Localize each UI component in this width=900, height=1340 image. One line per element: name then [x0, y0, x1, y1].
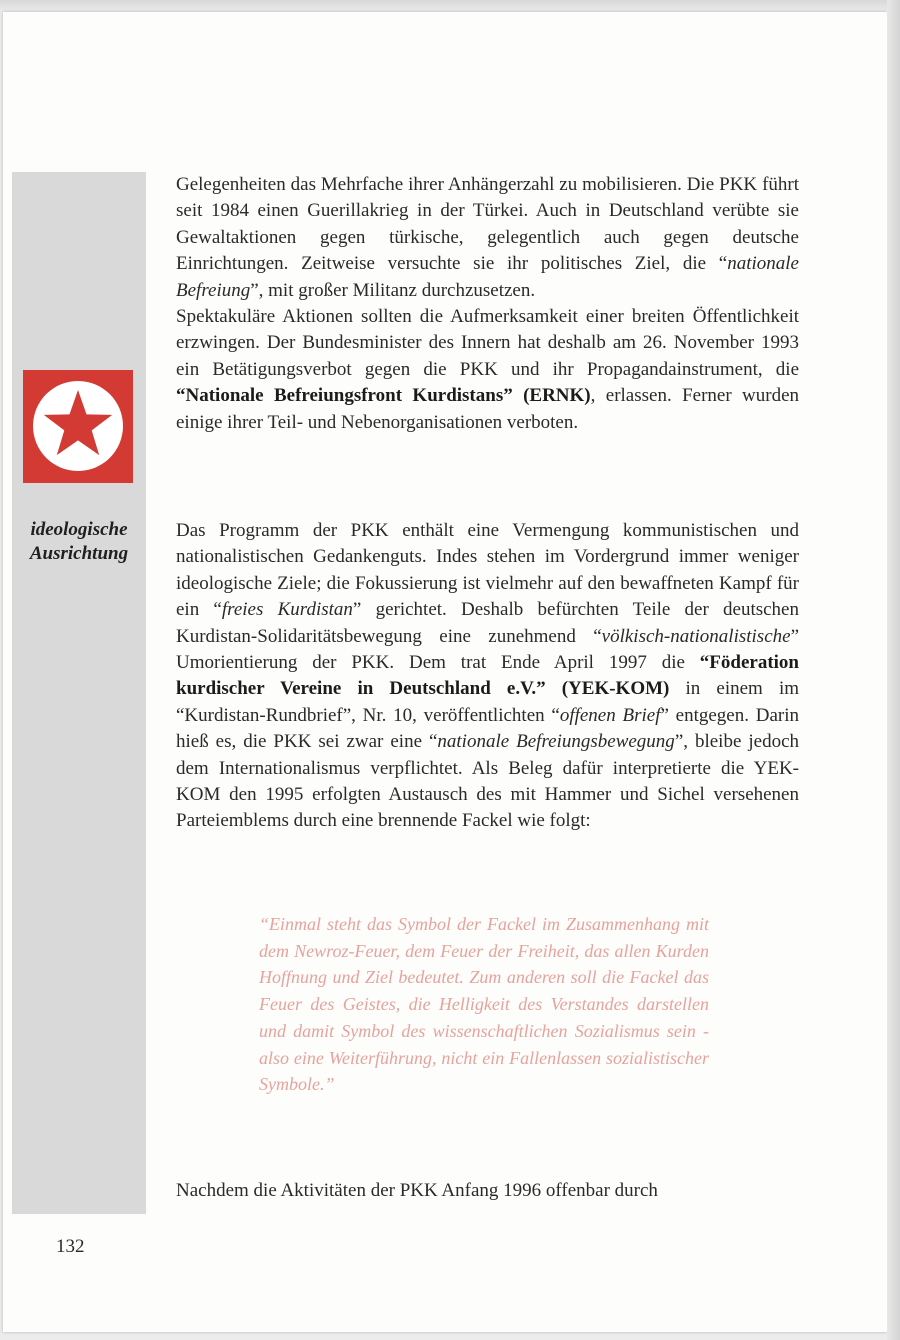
quotation-block: “Einmal steht das Symbol der Fackel im Zusammenhang mit dem Newroz-Feuer, dem Feuer der Freiheit, das allen Kurden Hoffnung und Ziel bedeutet. Zum anderen soll die Fackel das Feuer des Geistes, die Helligkeit des Verstandes darstellen und damit Symbol des wissenschaftlichen Sozialismus sein - also eine Weiterführung, nicht ein Fallenlassen sozialistischer Symbole.” [259, 914, 709, 1095]
italic-term: offenen Brief [559, 704, 661, 726]
italic-term: nationale Befreiung [176, 253, 799, 301]
star-icon [23, 370, 133, 483]
text-run: in einem im “Kurdistan-Rundbrief”, Nr. 10, veröffentlichten “ [176, 678, 800, 726]
italic-term: völkisch-nationalistische [601, 625, 791, 647]
text-run: Spektakuläre Aktionen sollten die Aufmerksamkeit einer breiten Öffentlichkeit erzwingen. Der Bundesminister des Innern hat deshalb am 26. November 1993 ein Betätigungsverbot gegen die PKK und ihr Propagandainstrument, die [176, 306, 799, 380]
italic-term: freies Kurdistan [221, 599, 353, 621]
text-run: ” gerichtet. Deshalb befürchten Teile der deutschen Kurdistan-Solidaritätsbewegung eine zunehmend “ [176, 599, 799, 647]
text-run: , erlassen. Ferner wurden einige ihrer Teil- und Nebenorganisationen verboten. [176, 385, 799, 433]
italic-term: nationale Befreiungsbewegung [437, 731, 675, 753]
bold-organization: “Nationale Befreiungsfront Kurdistans” (ERNK) [176, 385, 591, 407]
text-run: Das Programm der PKK enthält eine Vermengung kommunistischen und nationalistischen Gedankenguts. Indes stehen im Vordergrund immer weniger ideologische Ziele; die Fokussierung ist vielmehr auf den bewaffneten Kampf für ein “ [176, 520, 799, 621]
scan-top-edge [0, 0, 900, 12]
page-number: 132 [56, 1236, 85, 1257]
margin-heading [12, 518, 146, 566]
text-run: ” entgegen. Darin hieß es, die PKK sei zwar eine “ [176, 704, 799, 753]
text-run: Nachdem die Aktivitäten der PKK Anfang 1996 offenbar durch [176, 1180, 658, 1201]
paragraph-pkk-activities [176, 172, 799, 436]
text-run: ”, bleibe jedoch dem Internationalismus verpflichtet. Als Beleg dafür interpretierte die YEK-KOM den 1995 erfolgten Austausch des mit Hammer und Sichel versehenen Parteiemblems durch eine brennende Fackel wie folgt: [176, 731, 800, 832]
red-star-emblem-icon [23, 370, 133, 483]
bold-organization: “Föderation kurdischer Vereine in Deutschland e.V.” (YEK-KOM) [176, 652, 799, 700]
scan-right-edge [887, 0, 900, 1340]
paragraph-ideology [176, 518, 799, 835]
margin-heading-line1: ideologische [30, 519, 128, 540]
paragraph-continuation [176, 1178, 799, 1204]
margin-sidebar [12, 172, 146, 1214]
text-run: Gelegenheiten das Mehrfache ihrer Anhängerzahl zu mobilisieren. Die PKK führt seit 1984 einen Guerillakrieg in der Türkei. Auch in Deutschland verübte sie Gewaltaktionen gegen türkische, gelegentlich auch gegen deutsche Einrichtungen. Zeitweise versuchte sie ihr politisches Ziel, die “ [176, 174, 799, 275]
margin-heading-line2: Ausrichtung [29, 543, 129, 564]
text-run: ” Umorientierung der PKK. Dem trat Ende April 1997 die [176, 625, 799, 674]
text-run: ”, mit großer Militanz durchzusetzen. [250, 279, 536, 301]
